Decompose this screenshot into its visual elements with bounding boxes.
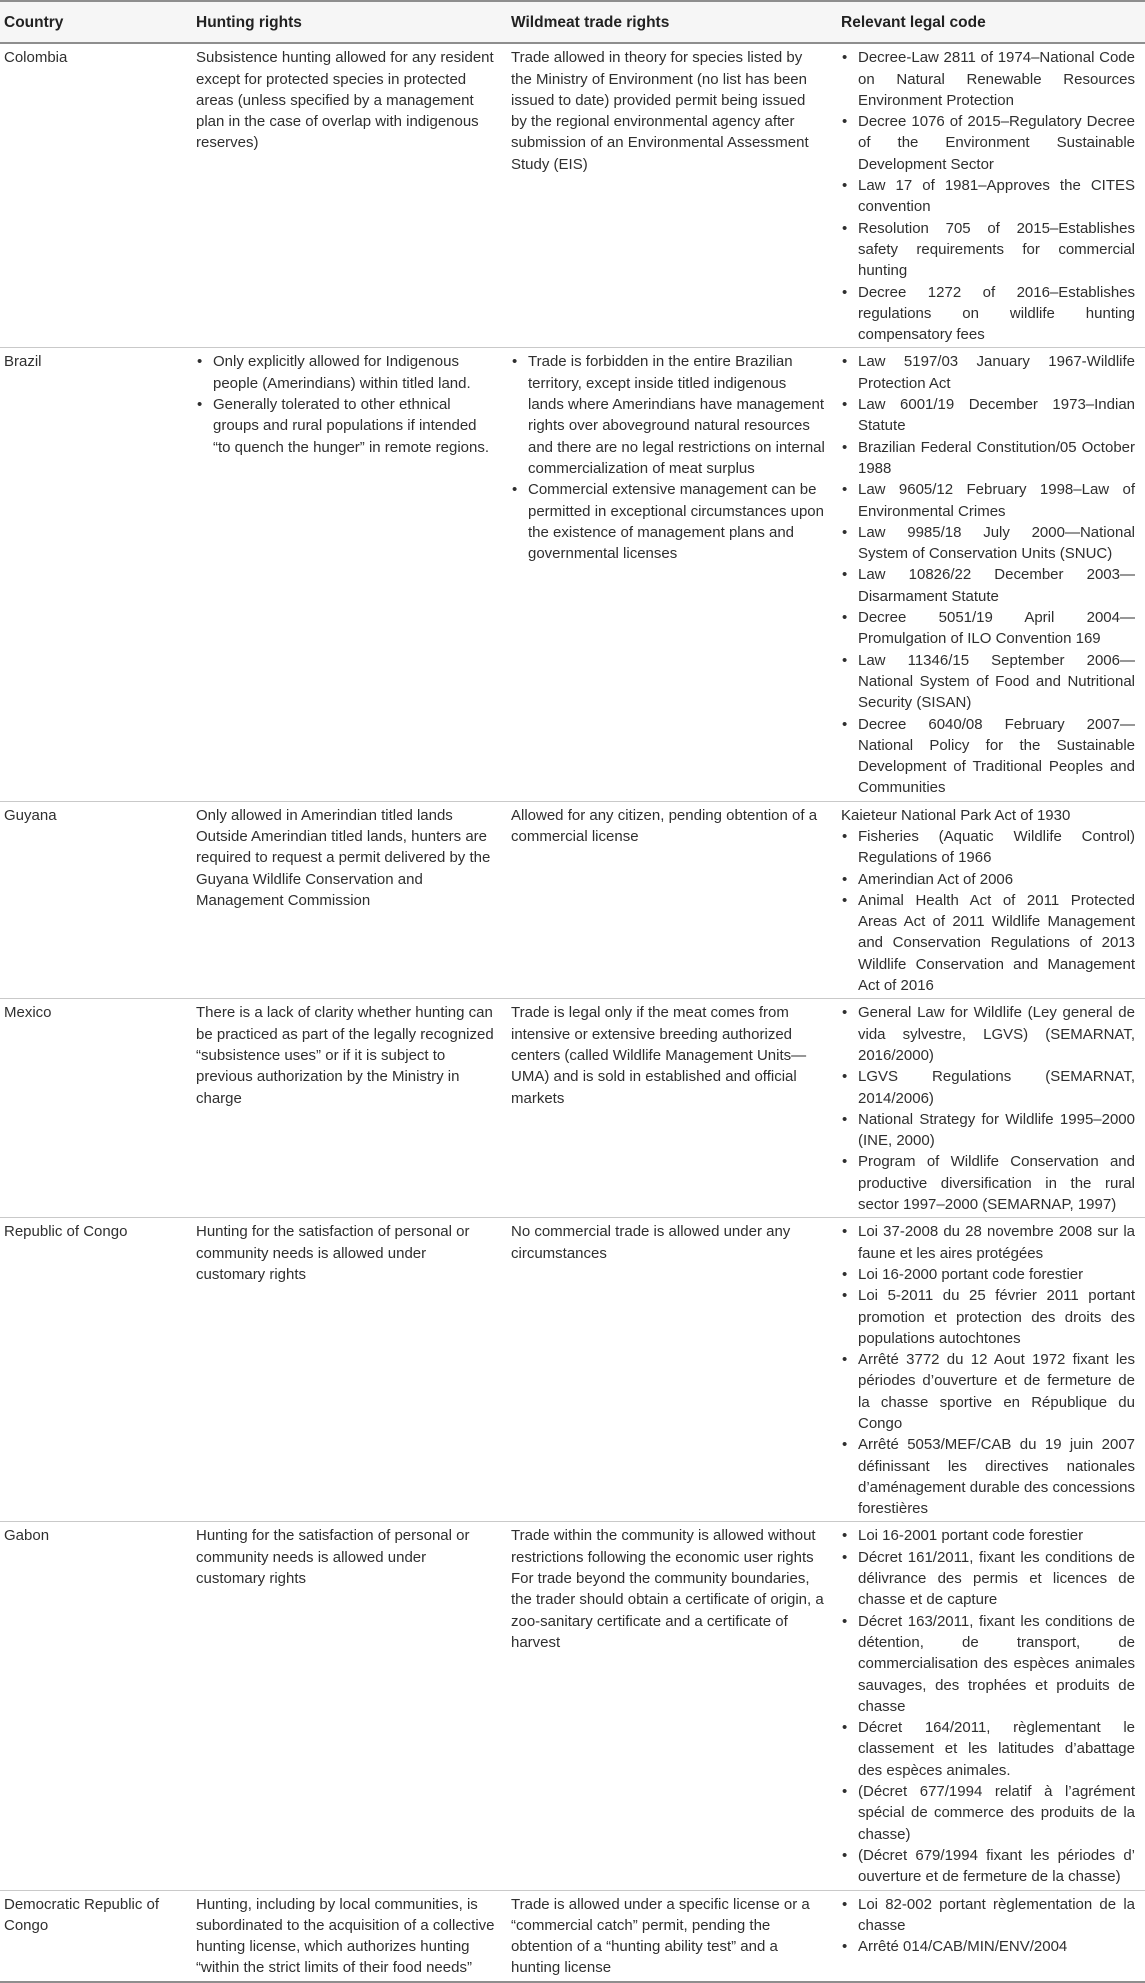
header-row [0,1,1145,43]
trade-text: Trade is legal only if the meat comes from intensive or extensive breeding authorized centers (called Wildlife Management Units—UMA) and is sold in established and official markets [511,1004,807,1107]
legal-code-list [841,1894,1135,1958]
legal-code-cell [835,1890,1145,1982]
hunting-rights-cell [190,348,505,801]
legal-code-item: • Decree 6040/08 February 2007—National Policy for the Sustainable Development of Traditional Peoples and Communities [858,714,1135,799]
trade-rights-cell [505,348,835,801]
legal-code-item: • Resolution 705 of 2015–Establishes safety requirements for commercial hunting [858,218,1135,282]
legal-code-item: • Decree 1272 of 2016–Establishes regulations on wildlife hunting compensatory fees [858,282,1135,346]
legal-code-item: • Law 9985/18 July 2000—National System of Conservation Units (SNUC) [858,522,1135,565]
trade-rights-cell [505,1890,835,1982]
hunting-text: Only allowed in Amerindian titled lands Outside Amerindian titled lands, hunters are required to request a permit delivered by the Guyana Wildlife Conservation and Management Commission [196,806,491,909]
trade-rights-cell [505,801,835,999]
table-row [0,43,1145,348]
legal-code-cell [835,348,1145,801]
legal-code-item: • Loi 16-2001 portant code forestier [858,1525,1135,1546]
legal-code-item: • Arrêté 5053/MEF/CAB du 19 juin 2007 définissant les directives nationales d’aménagement durable des concessions forestières [858,1434,1135,1519]
table-row [0,1522,1145,1890]
table-header [0,1,1145,43]
legal-code-cell [835,43,1145,348]
legal-code-item: • Loi 37-2008 du 28 novembre 2008 sur la faune et les aires protégées [858,1221,1135,1264]
trade-text: For trade beyond the community boundaries, the trader should obtain a certificate of origin, a zoo-sanitary certificate and a certificate of harvest [511,1570,824,1651]
country-cell [0,1218,190,1522]
legal-code-item: • Decree 5051/19 April 2004—Promulgation of ILO Convention 169 [858,607,1135,650]
trade-text: Trade is allowed under a specific license or a “commercial catch” permit, pending the obtention of a “hunting ability test” and a hunting license [511,1895,810,1977]
legal-code-item: • Animal Health Act of 2011 Protected Areas Act of 2011 Wildlife Management and Conservation Regulations of 2013 Wildlife Conservation and Management Act of 2016 [858,890,1135,996]
legal-code-cell [835,801,1145,999]
legal-code-item: • General Law for Wildlife (Ley general de vida sylvestre, LGVS) (SEMARNAT, 2016/2000) [858,1002,1135,1066]
legal-code-item: • National Strategy for Wildlife 1995–2000 (INE, 2000) [858,1109,1135,1152]
country-name: Gabon [4,1527,50,1545]
legal-code-item: • Amerindian Act of 2006 [858,869,1135,890]
hunting-list [196,351,495,457]
trade-text: Allowed for any citizen, pending obtention of a commercial license [511,806,818,845]
hunting-rights-cell [190,1522,505,1890]
hunting-text: There is a lack of clarity whether hunting can be practiced as part of the legally recognized “subsistence uses” or if it is subject to previous authorization by the Ministry in charge [196,1004,494,1107]
hunting-rights-cell [190,1890,505,1982]
table-row [0,801,1145,999]
header-trade-rights: Wildmeat trade rights [505,1,835,43]
legal-code-item: • Decree 1076 of 2015–Regulatory Decree of the Environment Sustainable Development Sector [858,111,1135,175]
legal-code-cell [835,1522,1145,1890]
legal-code-item: • Loi 82-002 portant règlementation de la chasse [858,1894,1135,1937]
legal-code-item: • Loi 16-2000 portant code forestier [858,1264,1135,1285]
table-row [0,1218,1145,1522]
legal-code-item: • Law 17 of 1981–Approves the CITES convention [858,175,1135,218]
trade-rights-cell [505,999,835,1218]
header-hunting-rights: Hunting rights [190,1,505,43]
table-row [0,348,1145,801]
country-name: Guyana [4,806,57,824]
legal-code-list [841,47,1135,345]
hunting-rights-cell [190,43,505,348]
trade-item: • Trade is forbidden in the entire Brazilian territory, except inside titled indigenous lands where Amerindians have management rights over aboveground natural resources and there are no legal restrictions on internal commercialization of meat surplus [528,351,825,479]
trade-rights-cell [505,1522,835,1890]
legal-code-cell [835,999,1145,1218]
legal-code-item: • Arrêté 3772 du 12 Aout 1972 fixant les périodes d’ouverture et de fermeture de la chasse sportive en République du Congo [858,1349,1135,1434]
country-name: Democratic Republic of Congo [4,1895,160,1934]
hunting-rights-cell [190,1218,505,1522]
trade-list [511,351,825,564]
hunting-text: Hunting, including by local communities, is subordinated to the acquisition of a collective hunting license, which authorizes hunting “within the strict limits of their food needs” [196,1895,495,1977]
trade-item: • Commercial extensive management can be permitted in exceptional circumstances upon the existence of management plans and governmental licenses [528,479,825,564]
legal-code-item: • Law 6001/19 December 1973–Indian Statute [858,394,1135,437]
hunting-item: • Generally tolerated to other ethnical groups and rural populations if intended “to quench the hunger” in remote regions. [213,394,495,458]
trade-text: Trade allowed in theory for species listed by the Ministry of Environment (no list has been issued to date) provided permit being issued by the regional environmental agency after submission of an Environmental Assessment Study (EIS) [511,49,809,173]
legal-code-item: • Décret 161/2011, fixant les conditions de délivrance des permis et licences de chasse et de capture [858,1547,1135,1611]
table-row [0,999,1145,1218]
country-cell [0,999,190,1218]
legal-code-list [841,1002,1135,1215]
legal-code-item: • Brazilian Federal Constitution/05 October 1988 [858,437,1135,480]
country-cell [0,43,190,348]
country-cell [0,1522,190,1890]
legal-code-list [841,351,1135,798]
legal-code-item: • Décret 163/2011, fixant les conditions de détention, de transport, de commercialisation des espèces animales sauvages, des trophées et produits de chasse [858,1611,1135,1717]
legal-code-item: • Program of Wildlife Conservation and productive diversification in the rural sector 1997–2000 (SEMARNAP, 1997) [858,1151,1135,1215]
hunting-item: • Only explicitly allowed for Indigenous people (Amerindians) within titled land. [213,351,495,394]
legal-code-item: • Law 11346/15 September 2006—National System of Food and Nutritional Security (SISAN) [858,650,1135,714]
country-name: Mexico [4,1004,52,1022]
country-cell [0,801,190,999]
legal-code-item: • Decree-Law 2811 of 1974–National Code on Natural Renewable Resources Environment Protection [858,47,1135,111]
hunting-text: Hunting for the satisfaction of personal or community needs is allowed under customary rights [196,1223,470,1283]
header-country: Country [0,1,190,43]
legal-code-list [841,1525,1135,1887]
legal-code-item: • Law 9605/12 February 1998–Law of Environmental Crimes [858,479,1135,522]
legal-code-item: • Décret 164/2011, règlementant le classement et les latitudes d’abattage des espèces animales. [858,1717,1135,1781]
trade-rights-cell [505,1218,835,1522]
legal-code-list [841,1221,1135,1519]
hunting-rights-cell [190,801,505,999]
legal-code-intro: Kaieteur National Park Act of 1930 [841,806,1071,824]
hunting-rights-cell [190,999,505,1218]
legal-code-item: • Arrêté 014/CAB/MIN/ENV/2004 [858,1936,1135,1957]
country-cell [0,1890,190,1982]
trade-rights-cell [505,43,835,348]
header-legal-code: Relevant legal code [835,1,1145,43]
legal-code-list [841,826,1135,996]
table-row [0,1890,1145,1982]
legal-code-item: • Law 5197/03 January 1967-Wildlife Protection Act [858,351,1135,394]
hunting-text: Hunting for the satisfaction of personal or community needs is allowed under customary rights [196,1527,470,1588]
table-body [0,43,1145,1981]
country-cell [0,348,190,801]
legal-code-item: • (Décret 679/1994 fixant les périodes d’ ouverture et de fermeture de la chasse) [858,1845,1135,1888]
country-name: Republic of Congo [4,1223,128,1241]
legal-code-item: • Law 10826/22 December 2003—Disarmament Statute [858,564,1135,607]
hunting-text: Subsistence hunting allowed for any resident except for protected species in protected areas (unless specified by a management plan in the case of overlap with indigenous reserves) [196,49,494,152]
country-name: Colombia [4,49,68,67]
country-name: Brazil [4,353,42,371]
trade-text: No commercial trade is allowed under any circumstances [511,1223,791,1262]
trade-text: Trade within the community is allowed without restrictions following the economic user rights [511,1527,816,1566]
legal-code-item: • LGVS Regulations (SEMARNAT, 2014/2006) [858,1066,1135,1109]
legal-code-item: • Loi 5-2011 du 25 février 2011 portant promotion et protection des droits des populations autochtones [858,1285,1135,1349]
legal-code-cell [835,1218,1145,1522]
legal-code-item: • (Décret 677/1994 relatif à l’agrément spécial de commerce des produits de la chasse) [858,1781,1135,1845]
legal-code-item: • Fisheries (Aquatic Wildlife Control) Regulations of 1966 [858,826,1135,869]
